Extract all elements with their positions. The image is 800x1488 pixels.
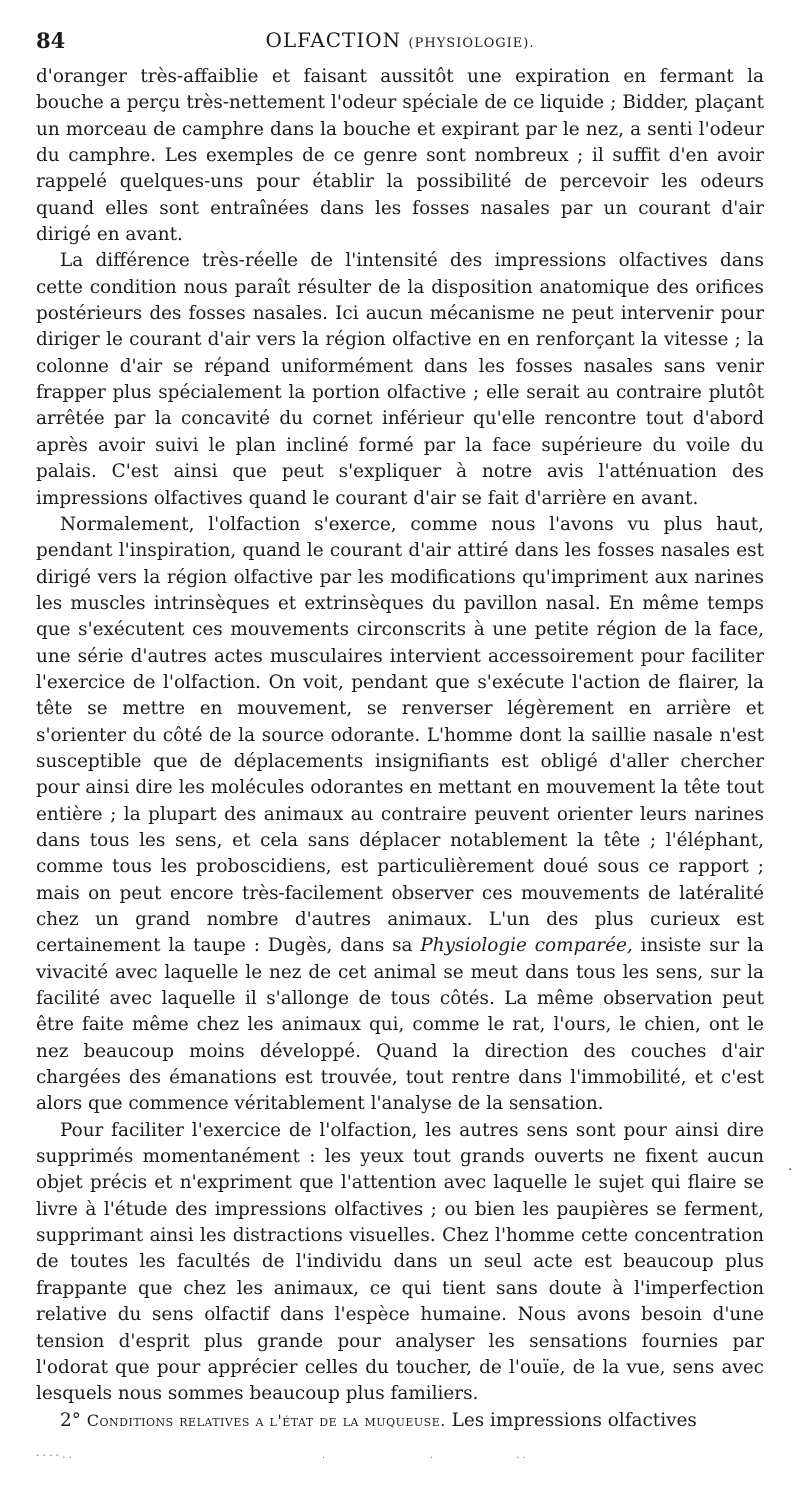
page-number: 84 (36, 28, 66, 53)
book-title-italic: Physiologie comparée, (420, 935, 633, 957)
margin-mark: · (788, 1162, 793, 1178)
running-title-sub: (PHYSIOLOGIE). (408, 36, 535, 51)
paragraph-continuation: d'oranger très-affaiblie et faisant aussitôt une expiration en fermant la bouche a perçu très-nettement l'odeur spéciale de ce liquide ; Bidder, plaçant un morceau de camphre dans la bouche et expirant par le nez, a senti l'odeur du camphre. Les exemples de ce genre sont nombreux ; il suffit d'en avoir rappelé quelques-uns pour établir la possibilité de percevoir les odeurs quand elles sont entraînées dans les fosses nasales par un courant d'air dirigé en avant. (36, 66, 764, 246)
paragraph-movements (36, 512, 764, 1118)
page-header (36, 28, 764, 64)
footer-scan-marks (36, 1450, 764, 1460)
running-title-main: OLFACTION (265, 28, 402, 52)
section-heading (36, 1408, 764, 1434)
section-number: 2° (60, 1409, 81, 1431)
paragraph-movements-tail: insiste sur la vivacité avec laquelle le nez de cet animal se meut dans tous les sens, sur la facilité avec laquelle il s'allonge de tous côtés. La même observation peut être faite même chez les animaux qui, comme le rat, l'ours, le chien, ont le nez beaucoup moins développé. Quand la direction des couches d'air chargées des émanations est trouvée, tout rentre dans l'immobilité, et c'est alors que commence véritablement l'analyse de la sensation. (36, 935, 764, 1115)
scan-mark: . (430, 1450, 434, 1461)
section-text: Les impressions olfactives (451, 1409, 697, 1431)
paragraph-movements-text: Normalement, l'olfaction s'exerce, comme nous l'avons vu plus haut, pendant l'inspiration, quand le courant d'air attiré dans les fosses nasales est dirigé vers la région olfactive par les modifications qu'impriment aux narines les muscles intrinsèques et extrinsèques du pavillon nasal. En même temps que s'exécutent ces mouvements circonscrits à une petite région de la face, une série d'autres actes musculaires intervient accessoirement pour faciliter l'exercice de l'olfaction. On voit, pendant que s'exécute l'action de flairer, la tête se mettre en mouvement, se renverser légèrement en arrière et s'orienter du côté de la source odorante. L'homme dont la saillie nasale n'est susceptible que de déplacements insignifiants est obligé d'aller chercher pour ainsi dire les molécules odorantes en mettant en mouvement la tête tout entière ; la plupart des animaux au contraire peuvent orienter leurs narines dans tous les sens, et cela sans déplacer notablement la tête ; l'éléphant, comme tous les proboscidiens, est particulièrement doué sous ce rapport ; mais on peut encore très-facilement observer ces mouvements de latéralité chez un grand nombre d'autres animaux. L'un des plus curieux est certainement la taupe : Dugès, dans sa (36, 513, 764, 957)
book-page (36, 28, 764, 1434)
running-title (36, 28, 764, 52)
paragraph-intensity: La différence très-réelle de l'intensité des impressions olfactives dans cette condition nous paraît résulter de la disposition anatomique des orifices postérieurs des fosses nasales. Ici aucun mécanisme ne peut intervenir pour diriger le courant d'air vers la région olfactive en en renforçant la vitesse ; la colonne d'air se répand uniformément dans les fosses nasales sans venir frapper plus spécialement la portion olfactive ; elle serait au contraire plutôt arrêtée par la concavité du cornet inférieur qu'elle rencontre tout d'abord après avoir suivi le plan incliné formé par la face supérieure du voile du palais. C'est ainsi que peut s'expliquer à notre avis l'atténuation des impressions olfactives quand le courant d'air se fait d'arrière en avant. (36, 250, 764, 509)
section-title: Conditions relatives a l'état de la muqueuse. (86, 1410, 446, 1430)
scan-mark: . . (516, 1450, 526, 1461)
paragraph-concentration: Pour faciliter l'exercice de l'olfaction, les autres sens sont pour ainsi dire supprimés momentanément : les yeux tout grands ouverts ne fixent aucun objet précis et n'expriment que l'attention avec laquelle le sujet qui flaire se livre à l'étude des impressions olfactives ; ou bien les paupières se ferment, supprimant ainsi les distractions visuelles. Chez l'homme cette concentration de toutes les facultés de l'individu dans un seul acte est beaucoup plus frappante que chez les animaux, ce qui tient sans doute à l'imperfection relative du sens olfactif dans l'espèce humaine. Nous avons besoin d'une tension d'esprit plus grande pour analyser les sensations fournies par l'odorat que pour apprécier celles du toucher, de l'ouïe, de la vue, sens avec lesquels nous sommes beaucoup plus familiers. (36, 1119, 764, 1405)
scan-mark: - - - - . . (36, 1450, 72, 1461)
scan-mark: . (322, 1450, 326, 1461)
